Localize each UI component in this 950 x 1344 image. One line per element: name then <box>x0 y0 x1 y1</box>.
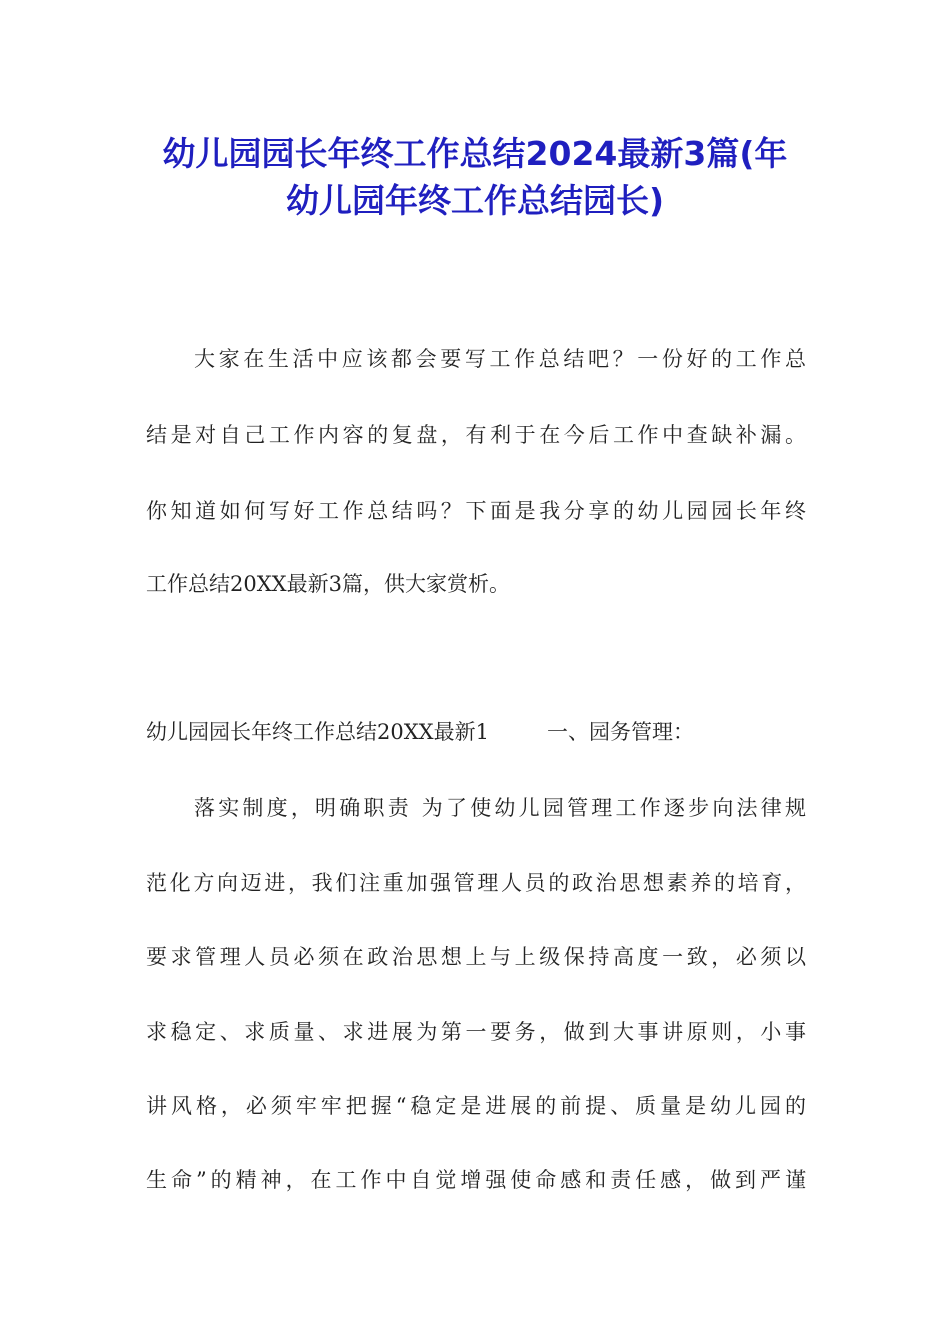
section-paragraph-line: 要求管理人员必须在政治思想上与上级保持高度一致，必须以 <box>146 945 806 969</box>
section-heading: 幼儿园园长年终工作总结20XX最新1 <box>146 720 489 744</box>
section-paragraph-line: 讲风格，必须牢牢把握“稳定是进展的前提、质量是幼儿园的 <box>146 1094 806 1118</box>
intro-paragraph-line: 大家在生活中应该都会要写工作总结吧？一份好的工作总 <box>194 347 806 371</box>
section-paragraph-line: 落实制度，明确职责 为了使幼儿园管理工作逐步向法律规 <box>194 796 806 820</box>
document-title-line-1: 幼儿园园长年终工作总结2024最新3篇(年 <box>162 134 788 173</box>
section-heading-row <box>146 718 806 746</box>
section-subheading: 一、园务管理： <box>546 720 694 744</box>
document-title-line-2: 幼儿园年终工作总结园长) <box>285 181 665 220</box>
intro-paragraph-line: 结是对自己工作内容的复盘，有利于在今后工作中查缺补漏。 <box>146 423 806 447</box>
section-paragraph-line: 求稳定、求质量、求进展为第一要务，做到大事讲原则，小事 <box>146 1020 806 1044</box>
section-paragraph-line: 生命”的精神，在工作中自觉增强使命感和责任感，做到严谨 <box>146 1168 806 1192</box>
intro-paragraph-line: 工作总结20XX最新3篇，供大家赏析。 <box>146 572 510 596</box>
section-paragraph-line: 范化方向迈进，我们注重加强管理人员的政治思想素养的培育， <box>146 871 806 895</box>
intro-paragraph-line: 你知道如何写好工作总结吗？下面是我分享的幼儿园园长年终 <box>146 499 806 523</box>
